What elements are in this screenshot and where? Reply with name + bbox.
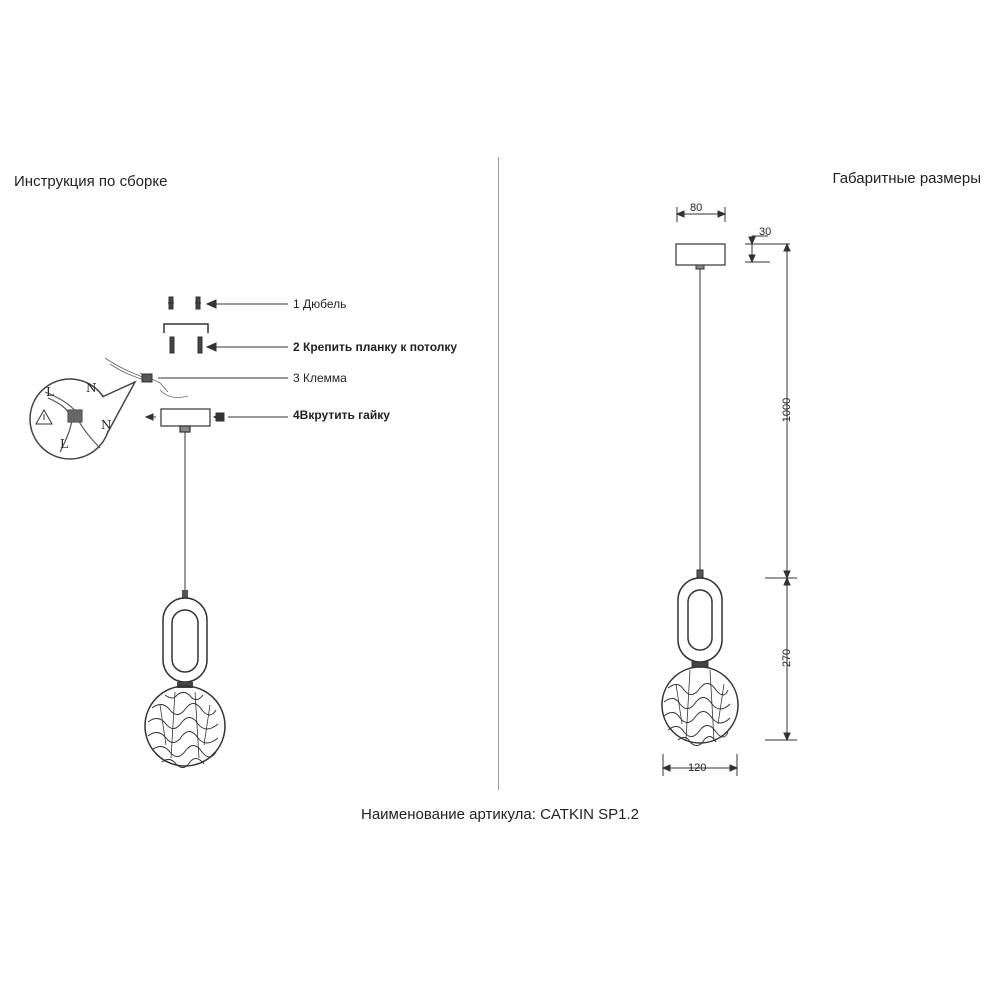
globe-outline bbox=[662, 667, 738, 746]
wire-label-l-bottom: L bbox=[60, 437, 68, 451]
cable-length-label: 1000 bbox=[781, 397, 794, 423]
article-name-caption: Наименование артикула: CATKIN SP1.2 bbox=[360, 806, 639, 823]
canopy-width-label: 80 bbox=[690, 202, 703, 214]
assembly-instructions-title: Инструкция по сборке bbox=[14, 173, 168, 190]
canopy-outline bbox=[676, 244, 725, 265]
cable-grip-outline bbox=[697, 570, 703, 578]
wire-label-n-top: N bbox=[86, 381, 97, 395]
shade-height-label: 270 bbox=[781, 648, 794, 668]
canopy-height-dimension bbox=[745, 236, 790, 262]
wire-label-l-top: L bbox=[46, 385, 54, 399]
ring-outline bbox=[678, 578, 722, 662]
canopy-height-label: 30 bbox=[759, 226, 772, 238]
step-3-label: 3 Клемма bbox=[293, 371, 347, 385]
step-4-label: 4Вкрутить гайку bbox=[293, 408, 390, 422]
shade-width-label: 120 bbox=[688, 762, 707, 774]
wire-label-n-bottom: N bbox=[101, 418, 112, 432]
step-1-label: 1 Дюбель bbox=[293, 297, 347, 311]
dimensions-title: Габаритные размеры bbox=[832, 170, 981, 187]
canopy-cup bbox=[696, 265, 704, 269]
step-2-label: 2 Крепить планку к потолку bbox=[293, 340, 458, 354]
